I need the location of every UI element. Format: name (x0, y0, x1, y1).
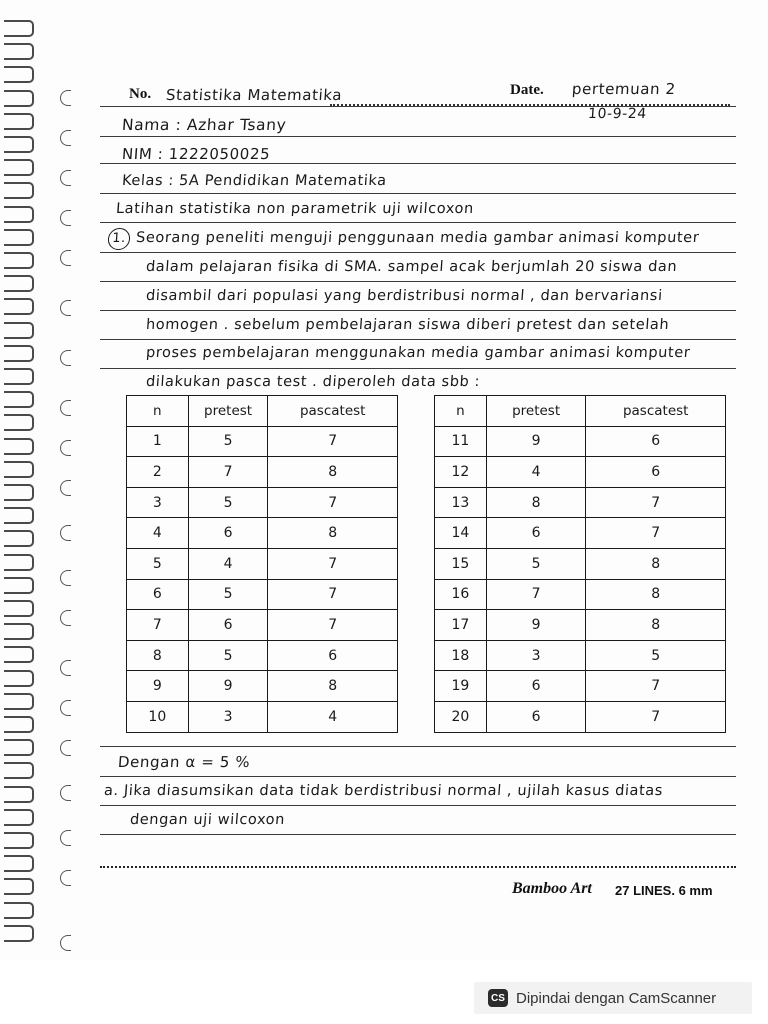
binding-hole (60, 400, 71, 416)
table-row (435, 671, 726, 702)
table-row (435, 610, 726, 641)
header-pascatest: pascatest (586, 396, 726, 427)
table-row (127, 579, 398, 610)
spiral-ring (4, 252, 34, 269)
header-n: n (435, 396, 487, 427)
binding-hole (60, 570, 71, 586)
table-row (435, 579, 726, 610)
camscanner-text: Dipindai dengan CamScanner (516, 989, 717, 1007)
spiral-ring (4, 554, 34, 571)
part-a-line-2: dengan uji wilcoxon (129, 812, 286, 828)
cell-n: 14 (435, 518, 487, 549)
spiral-ring (4, 298, 34, 315)
table-row (127, 457, 398, 488)
cell-n: 17 (435, 610, 487, 641)
binding-hole (60, 130, 71, 146)
spiral-ring (4, 646, 34, 663)
cell-pascatest: 7 (586, 671, 726, 702)
table-row (127, 518, 398, 549)
binding-hole (60, 660, 71, 676)
alpha-line: Dengan α = 5 % (117, 753, 251, 771)
ruled-line (100, 193, 736, 194)
cell-pascatest: 7 (586, 518, 726, 549)
spiral-ring (4, 832, 34, 849)
binding-hole (60, 785, 71, 801)
binding-hole (60, 300, 71, 316)
spiral-ring (4, 855, 34, 872)
cell-n: 7 (127, 610, 189, 641)
cell-pretest: 6 (188, 610, 268, 641)
cell-n: 11 (435, 426, 487, 457)
binding-hole (60, 870, 71, 886)
table-row (127, 487, 398, 518)
cell-n: 13 (435, 487, 487, 518)
cell-pascatest: 5 (586, 640, 726, 671)
cell-n: 1 (127, 426, 189, 457)
cell-n: 2 (127, 457, 189, 488)
student-nim: NIM : 1222050025 (121, 145, 271, 163)
cell-pretest: 5 (188, 640, 268, 671)
no-label: No. (129, 86, 152, 102)
date-label: Date. (510, 82, 544, 98)
cell-pascatest: 8 (268, 457, 398, 488)
spiral-ring (4, 600, 34, 617)
table-row (127, 701, 398, 732)
binding-hole (60, 440, 71, 456)
table-row (127, 426, 398, 457)
ruled-line (100, 805, 736, 806)
spiral-ring (4, 229, 34, 246)
binding-hole (60, 610, 71, 626)
ruled-line (100, 163, 736, 164)
date-session: pertemuan 2 (571, 80, 677, 98)
cell-pascatest: 7 (586, 701, 726, 732)
table-row (435, 487, 726, 518)
table-header-row (435, 396, 726, 427)
cell-pascatest: 8 (268, 671, 398, 702)
table-row (435, 426, 726, 457)
dotted-line (330, 104, 730, 106)
spiral-ring (4, 159, 34, 176)
table-row (435, 640, 726, 671)
cell-n: 20 (435, 701, 487, 732)
cell-pretest: 6 (486, 701, 586, 732)
table-header-row (127, 396, 398, 427)
cell-pascatest: 7 (268, 610, 398, 641)
spiral-ring (4, 786, 34, 803)
cell-n: 8 (127, 640, 189, 671)
spiral-ring (4, 925, 34, 942)
spiral-ring (4, 507, 34, 524)
cell-pretest: 3 (188, 701, 268, 732)
question-text: Seorang peneliti menguji penggunaan media gambar animasi komputer (135, 230, 700, 246)
part-a-line-1: a. Jika diasumsikan data tidak berdistribusi normal , ujilah kasus diatas (103, 783, 664, 799)
ruled-line (100, 746, 736, 747)
ruled-line (100, 252, 736, 253)
header-pretest: pretest (188, 396, 268, 427)
question-line-3: disambil dari populasi yang berdistribusi normal , dan bervariansi (145, 288, 664, 304)
ruled-line (100, 339, 736, 340)
spiral-ring (4, 414, 34, 431)
question-line-4: homogen . sebelum pembelajaran siswa diberi pretest dan setelah (145, 317, 670, 333)
exercise-title: Latihan statistika non parametrik uji wilcoxon (115, 201, 475, 217)
ruled-line (100, 368, 736, 369)
spiral-ring (4, 739, 34, 756)
spiral-ring (4, 136, 34, 153)
question-line-5: proses pembelajaran menggunakan media gambar animasi komputer (145, 345, 691, 361)
cell-pascatest: 6 (268, 640, 398, 671)
spiral-ring (4, 623, 34, 640)
cell-pretest: 4 (486, 457, 586, 488)
cell-pretest: 7 (188, 457, 268, 488)
spiral-binding (4, 20, 52, 960)
cell-pascatest: 7 (268, 579, 398, 610)
cell-pretest: 7 (486, 579, 586, 610)
spiral-ring (4, 716, 34, 733)
cell-pretest: 5 (188, 579, 268, 610)
binding-hole (60, 480, 71, 496)
course-title: Statistika Matematika (165, 86, 343, 104)
cell-pretest: 6 (486, 518, 586, 549)
spiral-ring (4, 66, 34, 83)
student-class: Kelas : 5A Pendidikan Matematika (121, 173, 388, 189)
table-row (435, 701, 726, 732)
spiral-ring (4, 484, 34, 501)
cell-pretest: 3 (486, 640, 586, 671)
spiral-ring (4, 878, 34, 895)
spiral-ring (4, 762, 34, 779)
cell-pascatest: 6 (586, 457, 726, 488)
spiral-ring (4, 530, 34, 547)
data-table-right (434, 395, 726, 733)
cell-pretest: 9 (486, 610, 586, 641)
binding-hole (60, 250, 71, 266)
cell-n: 19 (435, 671, 487, 702)
spiral-ring (4, 438, 34, 455)
cell-n: 4 (127, 518, 189, 549)
binding-hole (60, 210, 71, 226)
spiral-ring (4, 113, 34, 130)
binding-hole (60, 170, 71, 186)
spiral-ring (4, 182, 34, 199)
question-number: 1. (107, 228, 131, 250)
spiral-ring (4, 322, 34, 339)
binding-hole (60, 525, 71, 541)
ruling-info: 27 LINES. 6 mm (615, 883, 713, 898)
spiral-ring (4, 206, 34, 223)
ruled-line (100, 222, 736, 223)
spiral-ring (4, 345, 34, 362)
cell-n: 10 (127, 701, 189, 732)
student-name: Nama : Azhar Tsany (121, 116, 288, 134)
binding-hole (60, 935, 71, 951)
table-row (127, 671, 398, 702)
cell-pretest: 5 (188, 487, 268, 518)
cell-pretest: 8 (486, 487, 586, 518)
cell-pascatest: 8 (268, 518, 398, 549)
ruled-line (100, 281, 736, 282)
header-pascatest: pascatest (268, 396, 398, 427)
cell-n: 18 (435, 640, 487, 671)
cell-pretest: 6 (486, 671, 586, 702)
ruled-line (100, 136, 736, 137)
cell-pretest: 5 (486, 548, 586, 579)
cell-pascatest: 8 (586, 579, 726, 610)
brand-logo: Bamboo Art (512, 880, 592, 897)
cell-pascatest: 6 (586, 426, 726, 457)
cell-n: 6 (127, 579, 189, 610)
header-pretest: pretest (486, 396, 586, 427)
ruled-line (100, 776, 736, 777)
cell-pretest: 5 (188, 426, 268, 457)
spiral-ring (4, 275, 34, 292)
cell-n: 5 (127, 548, 189, 579)
spiral-ring (4, 902, 34, 919)
cell-pascatest: 8 (586, 610, 726, 641)
spiral-ring (4, 577, 34, 594)
cell-pascatest: 8 (586, 548, 726, 579)
spiral-ring (4, 391, 34, 408)
question-line-1 (107, 228, 700, 250)
spiral-ring (4, 670, 34, 687)
question-line-6: dilakukan pasca test . diperoleh data sbb : (145, 374, 481, 390)
header-n: n (127, 396, 189, 427)
cell-pascatest: 7 (268, 487, 398, 518)
cell-n: 15 (435, 548, 487, 579)
binding-hole (60, 700, 71, 716)
data-table-left (126, 395, 398, 733)
binding-hole (60, 350, 71, 366)
binding-hole (60, 830, 71, 846)
table-row (127, 610, 398, 641)
table-row (435, 548, 726, 579)
cell-n: 16 (435, 579, 487, 610)
table-row (435, 518, 726, 549)
cell-pretest: 9 (188, 671, 268, 702)
table-row (127, 548, 398, 579)
date-value: 10-9-24 (587, 106, 648, 122)
spiral-ring (4, 43, 34, 60)
cell-n: 3 (127, 487, 189, 518)
cell-pascatest: 7 (586, 487, 726, 518)
spiral-ring (4, 809, 34, 826)
cell-pretest: 6 (188, 518, 268, 549)
cell-pascatest: 7 (268, 426, 398, 457)
dotted-line (100, 866, 736, 868)
cell-pretest: 4 (188, 548, 268, 579)
table-row (435, 457, 726, 488)
ruled-line (100, 310, 736, 311)
cell-n: 12 (435, 457, 487, 488)
spiral-ring (4, 20, 34, 37)
spiral-ring (4, 90, 34, 107)
table-row (127, 640, 398, 671)
ruled-line (100, 834, 736, 835)
cell-n: 9 (127, 671, 189, 702)
question-line-2: dalam pelajaran fisika di SMA. sampel acak berjumlah 20 siswa dan (145, 259, 678, 275)
camscanner-logo-icon: CS (488, 989, 508, 1007)
spiral-ring (4, 693, 34, 710)
spiral-ring (4, 368, 34, 385)
camscanner-watermark (474, 982, 752, 1014)
cell-pascatest: 4 (268, 701, 398, 732)
binding-hole (60, 90, 71, 106)
cell-pretest: 9 (486, 426, 586, 457)
spiral-ring (4, 461, 34, 478)
cell-pascatest: 7 (268, 548, 398, 579)
binding-hole (60, 740, 71, 756)
